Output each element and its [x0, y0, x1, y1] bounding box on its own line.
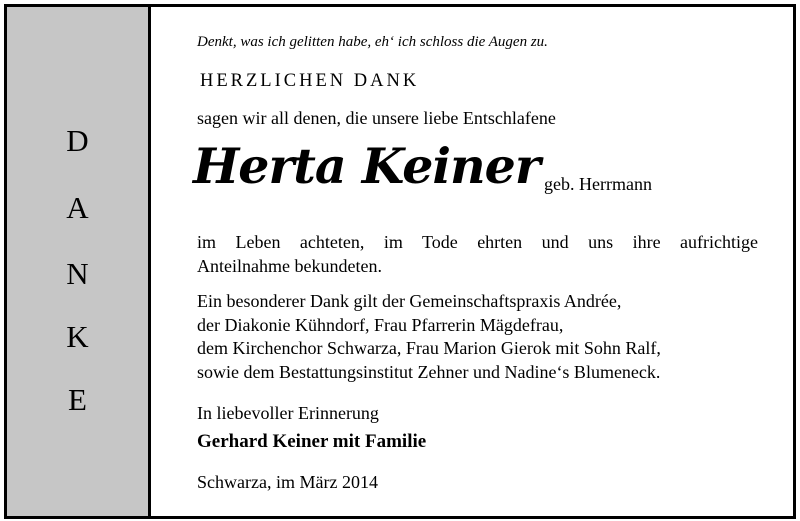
paragraph-line: der Diakonie Kühndorf, Frau Pfarrerin Mägdefrau, [197, 314, 564, 335]
sidebar-letter: K [66, 319, 89, 354]
sidebar-letter: N [66, 256, 89, 291]
sidebar-letter: A [66, 190, 89, 225]
motto: Denkt, was ich gelitten habe, eh‘ ich schloss die Augen zu. [197, 34, 548, 50]
deceased-name: Herta Keiner [193, 137, 540, 195]
heading: HERZLICHEN DANK [200, 71, 420, 91]
paragraph-line: Anteilnahme bekundeten. [197, 256, 382, 276]
sidebar-danke [7, 7, 151, 516]
intro-line: sagen wir all denen, die unsere liebe Entschlafene [197, 108, 556, 128]
place-date: Schwarza, im März 2014 [197, 472, 378, 492]
obituary-notice [4, 4, 796, 519]
sidebar-letter: E [68, 382, 87, 417]
closing-line: In liebevoller Erinnerung [197, 403, 379, 423]
paragraph-line: Ein besonderer Dank gilt der Gemeinschaftspraxis Andrée, [197, 291, 622, 311]
paragraph-line: im Leben achteten, im Tode ehrten und uns ihre aufrichtige [197, 232, 758, 252]
paragraph-thanks [197, 230, 758, 278]
notice-content [151, 7, 793, 516]
paragraph-line: sowie dem Bestattungsinstitut Zehner und Nadine‘s Blumeneck. [197, 361, 661, 382]
birth-name: geb. Herrmann [544, 174, 652, 194]
paragraph-special-thanks [197, 290, 661, 384]
family-signature: Gerhard Keiner mit Familie [197, 431, 427, 452]
paragraph-line: dem Kirchenchor Schwarza, Frau Marion Gierok mit Sohn Ralf, [197, 338, 661, 358]
sidebar-letter: D [66, 123, 89, 158]
